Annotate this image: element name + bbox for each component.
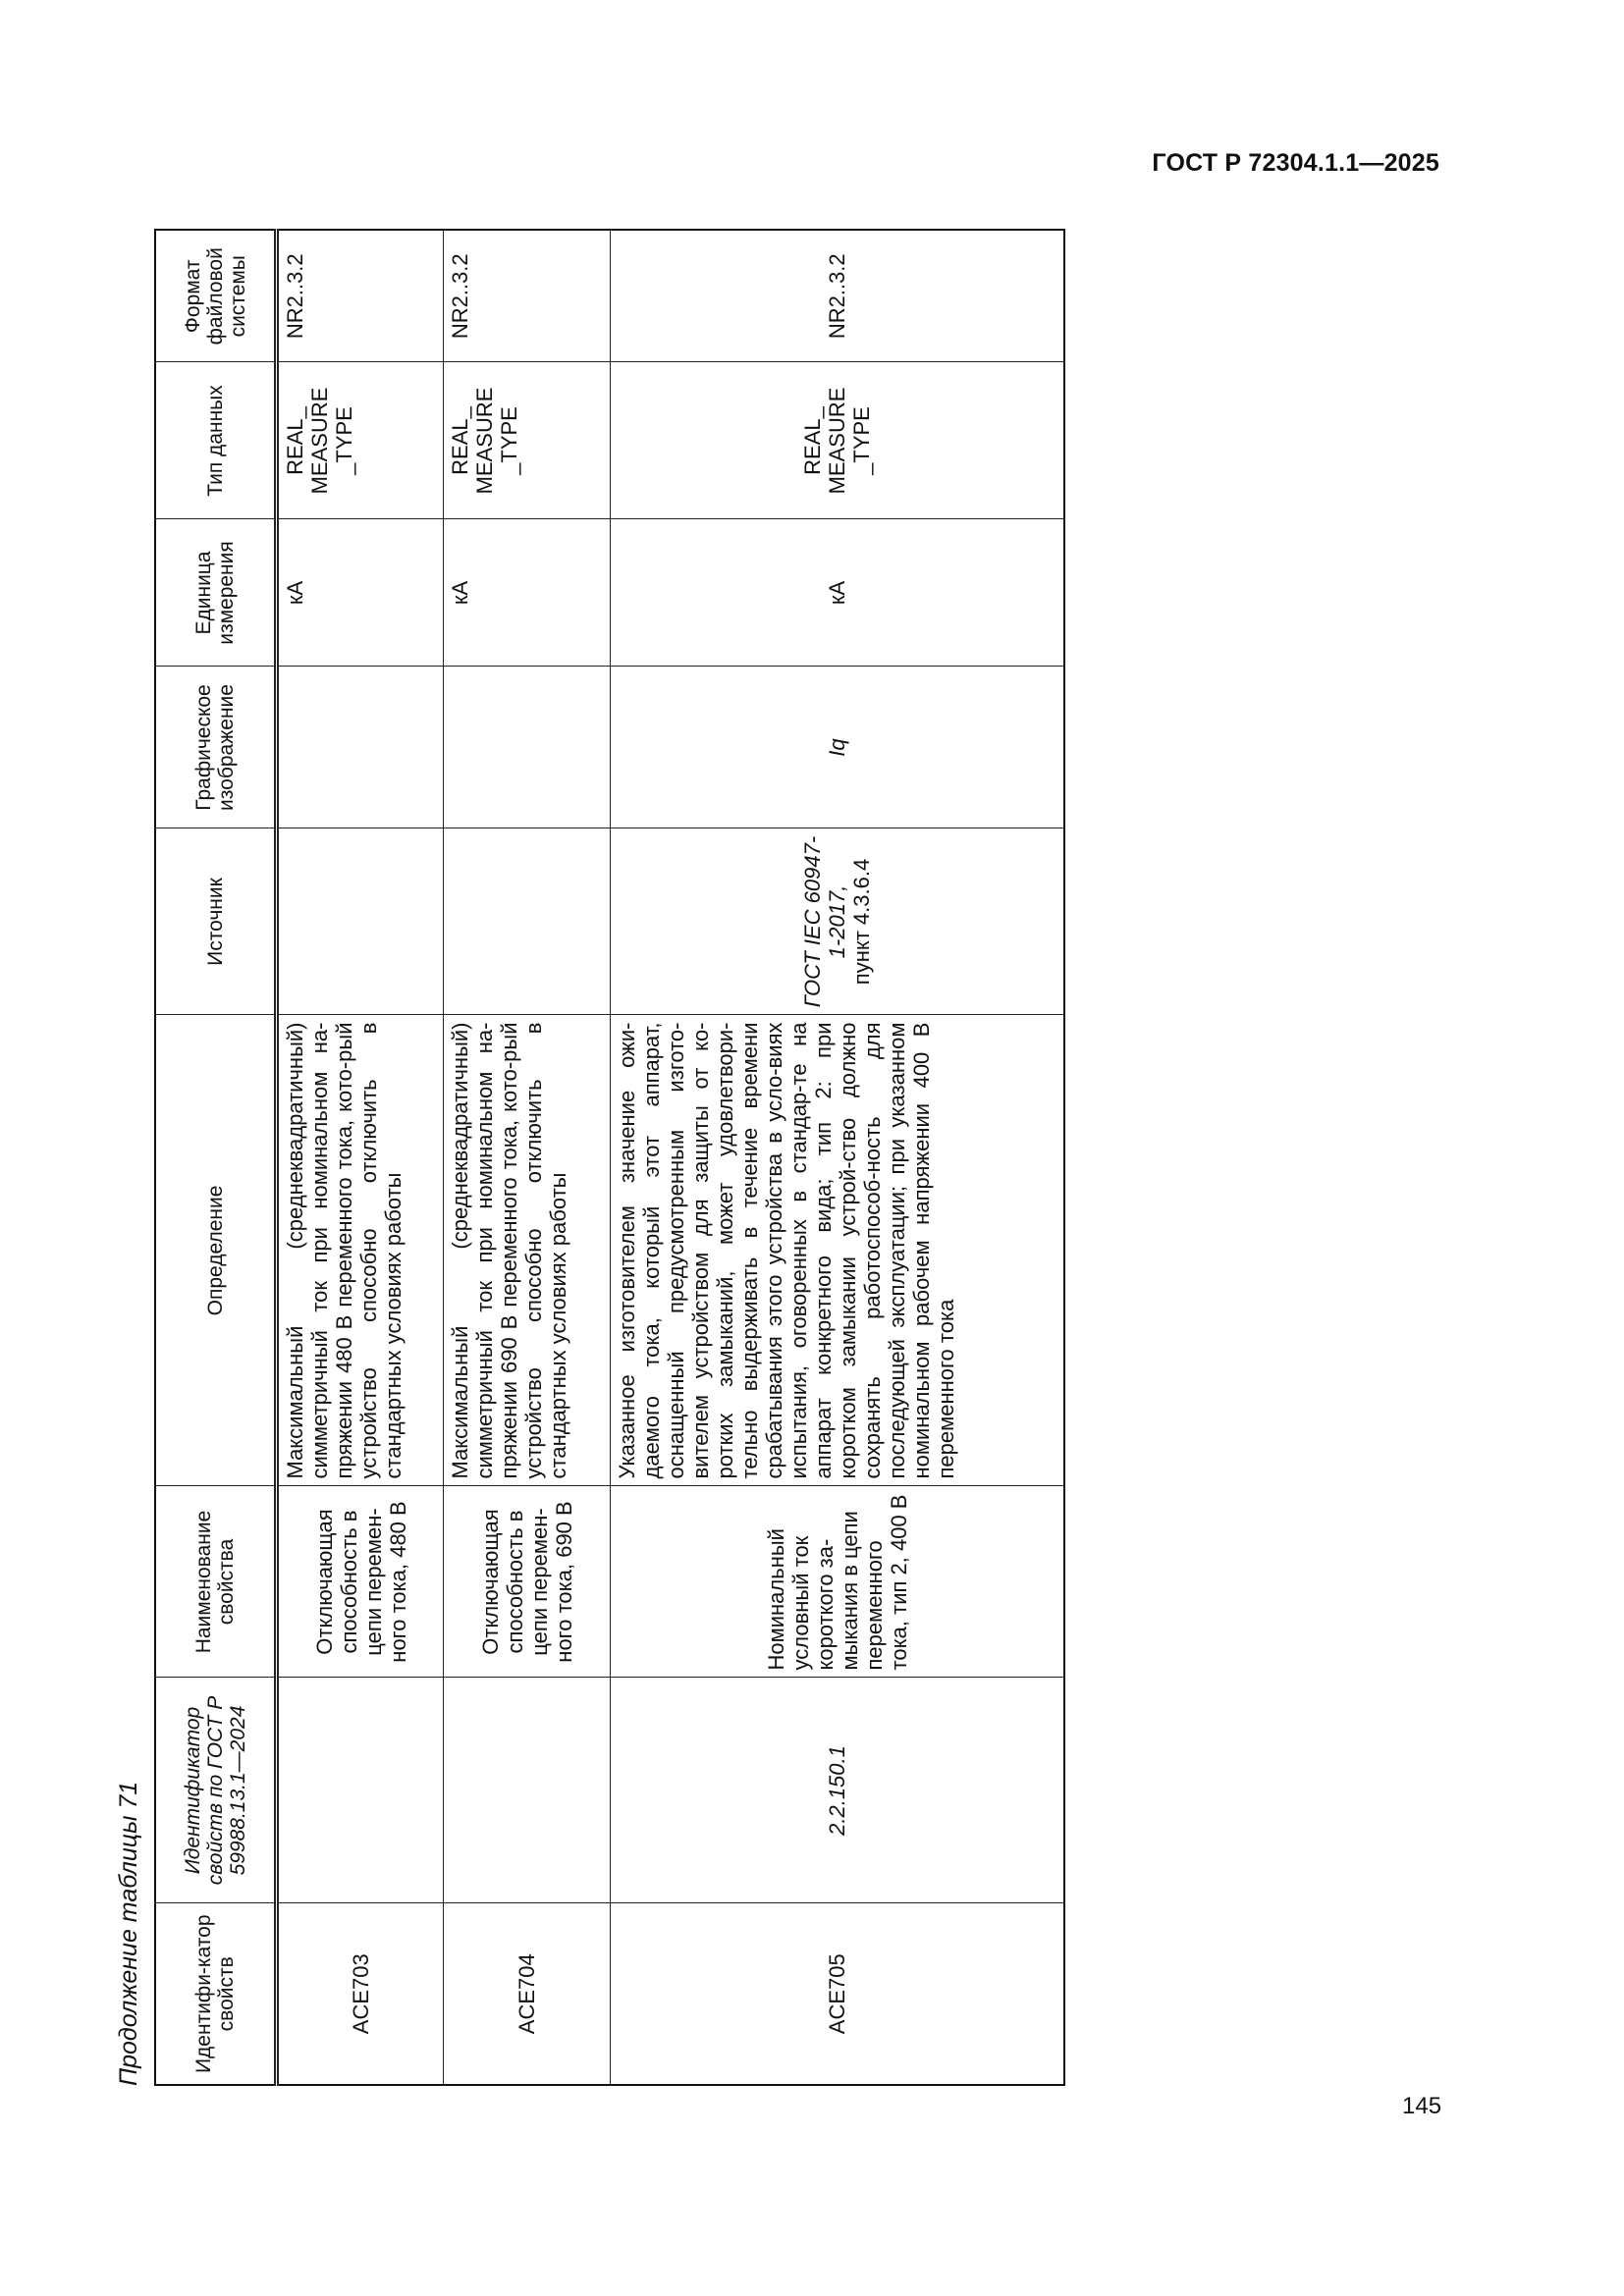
table-row: [277, 230, 444, 2085]
header-name: Наименование свойства: [155, 1486, 277, 1678]
cell-unit: кА: [444, 519, 611, 667]
source-document: ГОСТ IEC 60947-1-2017,: [800, 835, 849, 1008]
cell-format: NR2..3.2: [277, 230, 444, 362]
table-header-row: [155, 230, 277, 2085]
header-unit: Единица измерения: [155, 519, 277, 667]
cell-definition: Максимальный (среднеквадратичный) симметричный ток при номинальном на-пряжении 690 В переменного тока, кото-рый устройство способно отключить в стандартных условиях работы: [444, 1015, 611, 1486]
header-id: Идентифи-катор свойств: [155, 1903, 277, 2085]
properties-table: [154, 229, 1065, 2086]
cell-name: Номинальный условный ток короткого за-мыкания в цепи переменного тока, тип 2, 400 В: [611, 1486, 1065, 1678]
cell-source: [277, 828, 444, 1015]
cell-graphic: Iq: [611, 667, 1065, 828]
cell-format: NR2..3.2: [444, 230, 611, 362]
cell-type: REAL_ MEASURE _TYPE: [611, 362, 1065, 519]
header-type: Тип данных: [155, 362, 277, 519]
table-caption: Продолжение таблицы 71: [115, 1781, 142, 2086]
rotated-table-area: [103, 152, 1065, 2086]
header-source: Источник: [155, 828, 277, 1015]
cell-unit: кА: [611, 519, 1065, 667]
cell-id: ACE705: [611, 1903, 1065, 2085]
header-definition: Определение: [155, 1015, 277, 1486]
source-clause: пункт 4.3.6.4: [849, 858, 874, 986]
cell-gost-id: [277, 1678, 444, 1903]
table-row: [444, 230, 611, 2085]
cell-graphic: [444, 667, 611, 828]
cell-gost-id: 2.2.150.1: [611, 1678, 1065, 1903]
cell-id: ACE703: [277, 1903, 444, 2085]
cell-name: Отключающая способность в цепи перемен-ного тока, 480 В: [277, 1486, 444, 1678]
cell-definition: Указанное изготовителем значение ожи-даемого тока, который этот аппарат, оснащенный предусмотренным изгото-вителем устройством для защиты от ко-ротких замыканий, может удовлетвори-тельно выдерживать в течение времени срабатывания этого устройства в усло-виях испытания, оговоренных в стандар-те на аппарат конкретного вида; тип 2: при коротком замыкании устрой-ство должно сохранять работоспособ-ность для последующей эксплуатации; при указанном номинальном рабочем напряжении 400 В переменного тока: [611, 1015, 1065, 1486]
table-row: [611, 230, 1065, 2085]
cell-source: [444, 828, 611, 1015]
cell-source: [611, 828, 1065, 1015]
header-graphic: Графическое изображение: [155, 667, 277, 828]
cell-id: ACE704: [444, 1903, 611, 2085]
cell-graphic: [277, 667, 444, 828]
page-number: 145: [1402, 2093, 1442, 2119]
cell-type: REAL_ MEASURE _TYPE: [444, 362, 611, 519]
document-code: ГОСТ Р 72304.1.1—2025: [1152, 149, 1439, 177]
cell-type: REAL_ MEASURE _TYPE: [277, 362, 444, 519]
cell-format: NR2..3.2: [611, 230, 1065, 362]
header-format: Формат файловой системы: [155, 230, 277, 362]
cell-name: Отключающая способность в цепи перемен-ного тока, 690 В: [444, 1486, 611, 1678]
cell-unit: кА: [277, 519, 444, 667]
header-gost-id: Идентификатор свойств по ГОСТ Р 59988.13.1—2024: [155, 1678, 277, 1903]
cell-definition: Максимальный (среднеквадратичный) симметричный ток при номинальном на-пряжении 480 В переменного тока, кото-рый устройство способно отключить в стандартных условиях работы: [277, 1015, 444, 1486]
cell-gost-id: [444, 1678, 611, 1903]
